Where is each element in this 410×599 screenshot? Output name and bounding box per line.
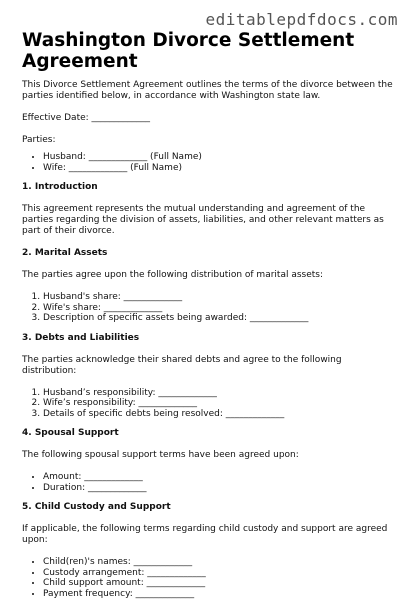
list-item: 2. Wife’s responsibility: _____________ — [43, 398, 394, 409]
list-item: • Amount: _____________ — [43, 472, 394, 483]
section-text-marital-assets: The parties agree upon the following distribution of marital assets: — [22, 270, 394, 281]
spousal-support-list — [22, 472, 394, 493]
parties-label: Parties: — [22, 135, 394, 146]
list-item: 2. Wife's share: _____________ — [43, 303, 394, 314]
list-item: • Payment frequency: _____________ — [43, 589, 394, 599]
section-text-debts: The parties acknowledge their shared debts and agree to the following distribution: — [22, 355, 394, 377]
watermark: editablepdfdocs.com — [205, 10, 398, 29]
effective-date-field: Effective Date: _____________ — [22, 113, 394, 124]
parties-list — [22, 152, 394, 173]
list-item: 1. Husband's share: _____________ — [43, 292, 394, 303]
list-item: • Child(ren)'s names: _____________ — [43, 557, 394, 568]
section-text-spousal-support: The following spousal support terms have been agreed upon: — [22, 450, 394, 461]
list-item: • Child support amount: _____________ — [43, 578, 394, 589]
section-heading-introduction: 1. Introduction — [22, 182, 394, 193]
debts-list — [22, 388, 394, 420]
list-item: 3. Details of specific debts being resolved: _____________ — [43, 409, 394, 420]
section-text-introduction: This agreement represents the mutual understanding and agreement of the parties regarding the division of assets, liabilities, and other relevant matters as part of their divorce. — [22, 204, 394, 237]
section-heading-spousal-support: 4. Spousal Support — [22, 428, 394, 439]
section-text-child-custody: If applicable, the following terms regarding child custody and support are agreed upon: — [22, 524, 394, 546]
list-item: • Duration: _____________ — [43, 483, 394, 494]
document-title: Washington Divorce Settlement Agreement — [22, 30, 394, 72]
list-item: 1. Husband’s responsibility: _____________ — [43, 388, 394, 399]
list-item: • Custody arrangement: _____________ — [43, 568, 394, 579]
section-heading-marital-assets: 2. Marital Assets — [22, 248, 394, 259]
child-custody-list — [22, 557, 394, 599]
intro-paragraph: This Divorce Settlement Agreement outlines the terms of the divorce between the parties identified below, in accordance with Washington state law. — [22, 80, 394, 102]
marital-assets-list — [22, 292, 394, 324]
section-heading-child-custody: 5. Child Custody and Support — [22, 502, 394, 513]
party-wife: • Wife: _____________ (Full Name) — [43, 163, 394, 174]
document-body — [22, 30, 394, 599]
list-item: 3. Description of specific assets being awarded: _____________ — [43, 313, 394, 324]
section-heading-debts: 3. Debts and Liabilities — [22, 333, 394, 344]
party-husband: • Husband: _____________ (Full Name) — [43, 152, 394, 163]
